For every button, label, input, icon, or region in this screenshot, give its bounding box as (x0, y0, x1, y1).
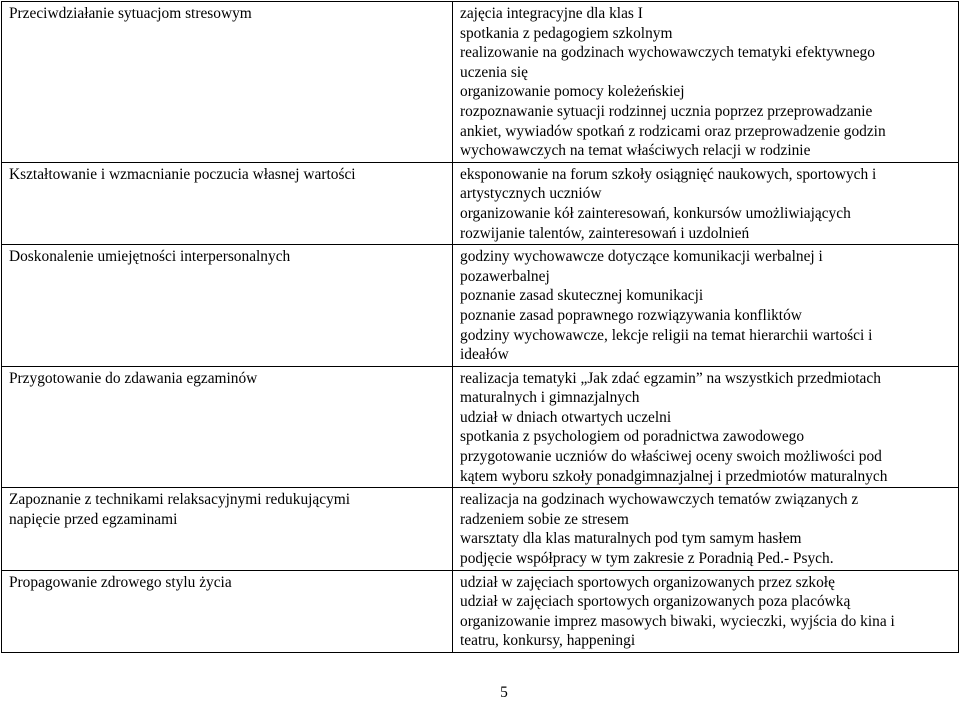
area-cell (2, 162, 453, 244)
action-line: uczenia się (460, 63, 528, 81)
area-line: Propagowanie zdrowego stylu życia (9, 573, 232, 591)
action-line: rozwijanie talentów, zainteresowań i uzdolnień (460, 224, 750, 242)
action-line: udział w dniach otwartych uczelni (460, 408, 672, 426)
action-line: zajęcia integracyjne dla klas I (460, 5, 643, 22)
action-line: kątem wyboru szkoły ponadgimnazjalnej i przedmiotów maturalnych (460, 467, 888, 485)
action-line: ankiet, wywiadów spotkań z rodzicami oraz przeprowadzenie godzin (460, 122, 886, 140)
action-line: godziny wychowawcze, lekcje religii na temat hierarchii wartości i (460, 326, 873, 344)
area-cell (2, 366, 453, 488)
action-line: przygotowanie uczniów do właściwej oceny swoich możliwości pod (460, 448, 882, 466)
area-line: napięcie przed egzaminami (9, 510, 178, 528)
actions-cell (453, 488, 959, 570)
action-line: poznanie zasad skutecznej komunikacji (460, 287, 704, 305)
action-line: radzeniem sobie ze stresem (460, 510, 629, 528)
actions-cell (453, 245, 959, 367)
action-line: teatru, konkursy, happeningi (460, 632, 636, 650)
action-line: warsztaty dla klas maturalnych pod tym samym hasłem (460, 530, 802, 548)
table-row (2, 570, 959, 652)
action-line: organizowanie kół zainteresowań, konkursów umożliwiających (460, 204, 851, 222)
table-row (2, 488, 959, 570)
action-line: artystycznych uczniów (460, 185, 602, 203)
action-line: realizowanie na godzinach wychowawczych tematyki efektywnego (460, 44, 875, 62)
action-line: organizowanie imprez masowych biwaki, wycieczki, wyjścia do kina i (460, 612, 895, 630)
action-line: podjęcie współpracy w tym zakresie z Poradnią Ped.- Psych. (460, 550, 834, 568)
action-line: spotkania z pedagogiem szkolnym (460, 24, 673, 42)
actions-cell (453, 162, 959, 244)
action-line: maturalnych i gimnazjalnych (460, 389, 640, 407)
table-row (2, 2, 959, 163)
action-line: realizacja tematyki „Jak zdać egzamin” na wszystkich przedmiotach (460, 369, 881, 387)
area-line: Przeciwdziałanie sytuacjom stresowym (9, 5, 252, 22)
area-line: Przygotowanie do zdawania egzaminów (9, 369, 258, 387)
action-line: pozawerbalnej (460, 267, 550, 285)
area-line: Zapoznanie z technikami relaksacyjnymi redukującymi (9, 491, 351, 509)
action-line: godziny wychowawcze dotyczące komunikacji werbalnej i (460, 248, 823, 266)
action-line: spotkania z psychologiem od poradnictwa zawodowego (460, 428, 805, 446)
table-row (2, 162, 959, 244)
action-line: poznanie zasad poprawnego rozwiązywania konfliktów (460, 306, 802, 324)
table-row (2, 245, 959, 367)
actions-cell (453, 366, 959, 488)
action-line: organizowanie pomocy koleżeńskiej (460, 83, 685, 101)
action-line: ideałów (460, 346, 509, 364)
area-cell (2, 488, 453, 570)
page-number: 5 (500, 684, 508, 701)
program-table (1, 1, 959, 653)
action-line: udział w zajęciach sportowych organizowanych przez szkołę (460, 573, 835, 591)
table-row (2, 366, 959, 488)
area-line: Doskonalenie umiejętności interpersonalnych (9, 248, 291, 266)
area-cell (2, 570, 453, 652)
action-line: udział w zajęciach sportowych organizowanych poza placówką (460, 593, 851, 611)
area-cell (2, 2, 453, 163)
area-cell (2, 245, 453, 367)
actions-cell (453, 2, 959, 163)
actions-cell (453, 570, 959, 652)
action-line: eksponowanie na forum szkoły osiągnięć naukowych, sportowych i (460, 165, 877, 183)
action-line: realizacja na godzinach wychowawczych tematów związanych z (460, 491, 859, 509)
action-line: rozpoznawanie sytuacji rodzinnej ucznia poprzez przeprowadzanie (460, 102, 873, 120)
area-line: Kształtowanie i wzmacnianie poczucia własnej wartości (9, 165, 356, 183)
action-line: wychowawczych na temat właściwych relacji w rodzinie (460, 142, 811, 160)
